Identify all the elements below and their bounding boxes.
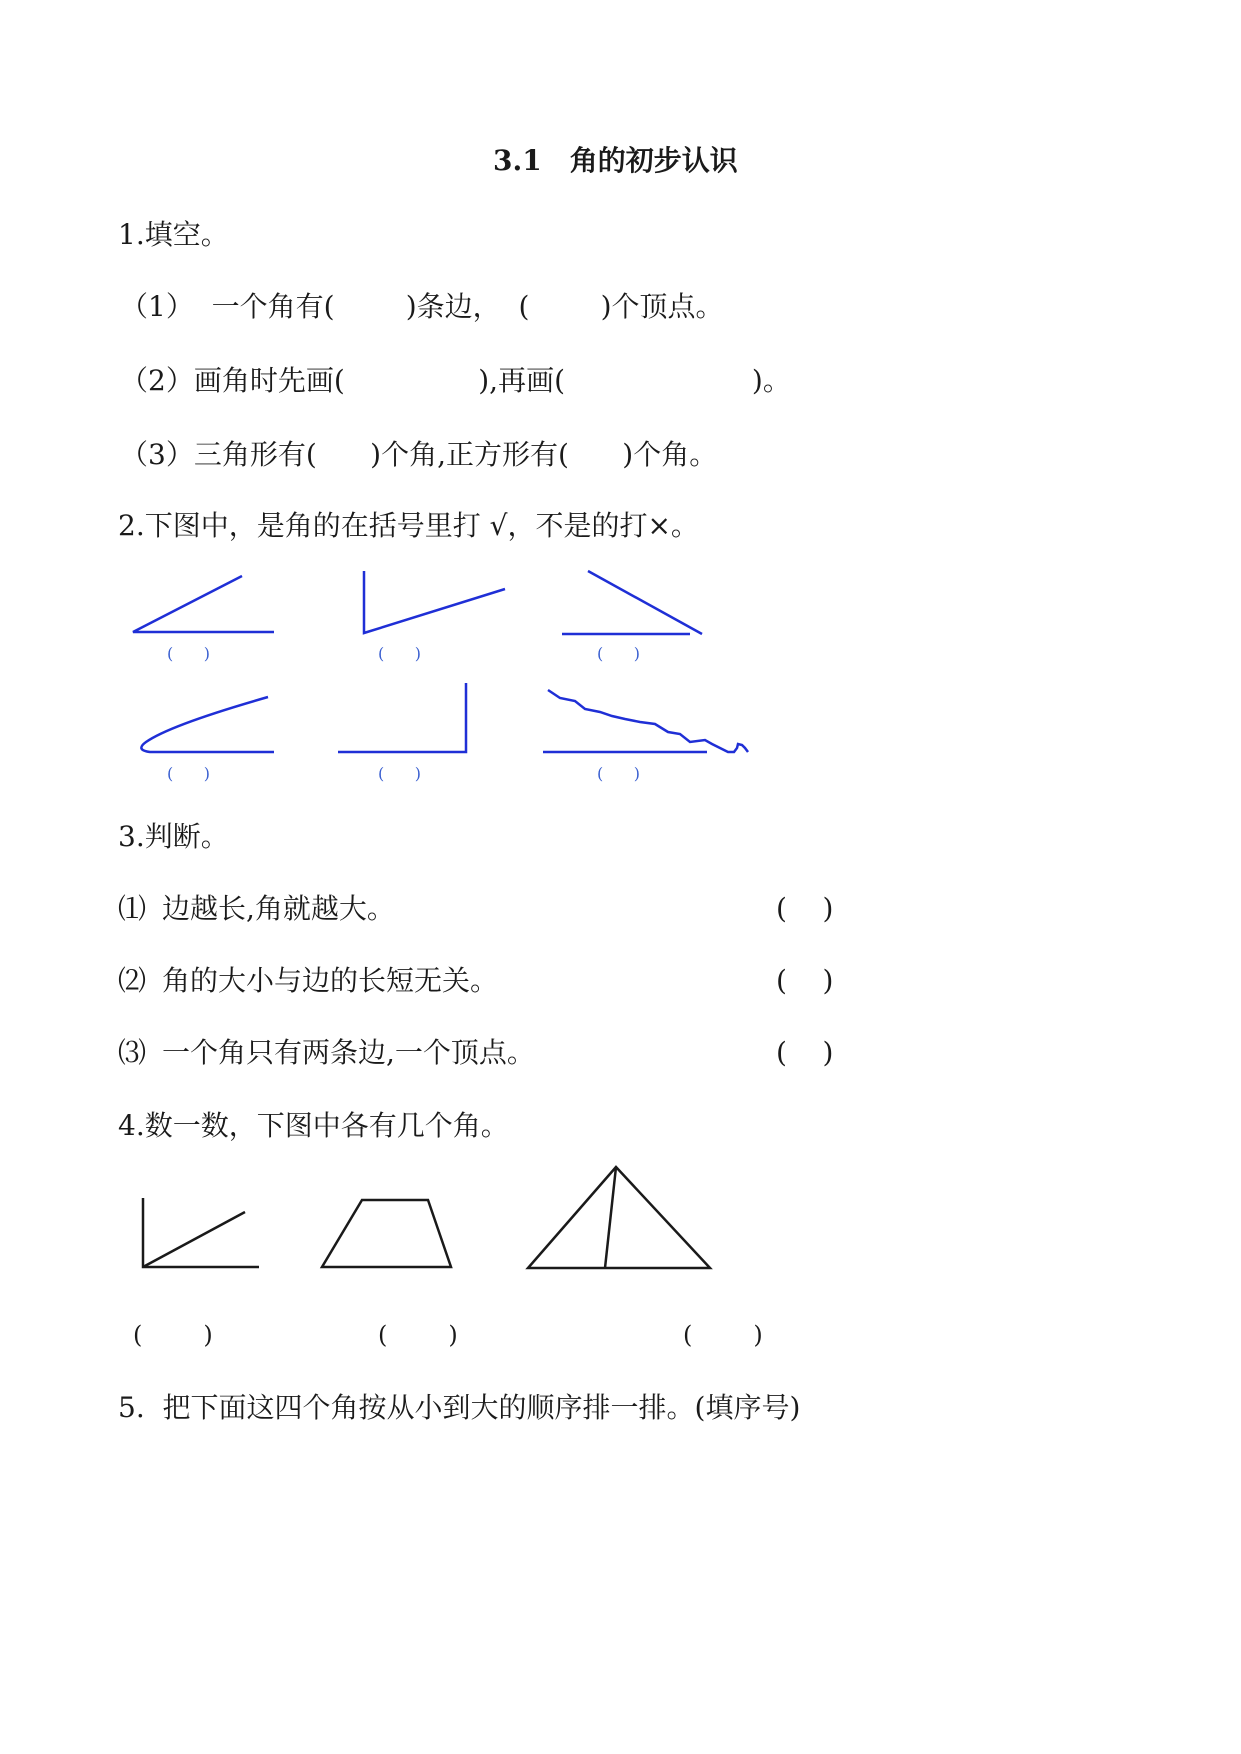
- q3-item-2-num: ⑵: [118, 964, 147, 997]
- q4-heading: 4.数一数，下图中各有几个角。: [118, 1109, 509, 1142]
- q4-answer-paren-2[interactable]: ( ): [378, 1321, 458, 1349]
- q3-item-1-paren[interactable]: ( ): [776, 892, 834, 925]
- q3-item-3-num: ⑶: [118, 1036, 147, 1069]
- q2-answer-paren-1[interactable]: ( ): [167, 644, 210, 663]
- q4-answer-paren-3[interactable]: ( ): [683, 1321, 763, 1349]
- q3-item-3-text: 一个角只有两条边,一个顶点。: [162, 1036, 535, 1069]
- q2-answer-paren-5[interactable]: ( ): [378, 764, 421, 783]
- q1-item-2: （2）画角时先画( ),再画( )。: [120, 364, 791, 397]
- q2-answer-paren-6[interactable]: ( ): [597, 764, 640, 783]
- q4-figure-angles-ray: [143, 1212, 245, 1267]
- q3-item-1-num: ⑴: [118, 892, 147, 925]
- q2-heading: 2.下图中，是角的在括号里打 √，不是的打×。: [118, 509, 699, 542]
- q3-item-2-paren[interactable]: ( ): [776, 964, 834, 997]
- q2-answer-paren-3[interactable]: ( ): [597, 644, 640, 663]
- q2-answer-paren-2[interactable]: ( ): [378, 644, 421, 663]
- q3-item-3-paren[interactable]: ( ): [776, 1036, 834, 1069]
- q5-heading: 5. 把下面这四个角按从小到大的顺序排一排。(填序号): [118, 1391, 801, 1424]
- q4-answer-paren-1[interactable]: ( ): [133, 1321, 213, 1349]
- q1-heading: 1.填空。: [118, 218, 229, 251]
- q4-figure-triangle-divider: [605, 1167, 616, 1268]
- q3-item-2-text: 角的大小与边的长短无关。: [162, 964, 499, 997]
- q1-item-3: （3）三角形有( )个角,正方形有( )个角。: [120, 438, 718, 471]
- q4-figure-triangle: [528, 1167, 710, 1268]
- q3-heading: 3.判断。: [118, 820, 229, 853]
- page-title: 3.1 角的初步认识: [493, 144, 738, 177]
- q4-figure-trapezoid: [322, 1200, 451, 1267]
- q3-item-1-text: 边越长,角就越大。: [162, 892, 395, 925]
- q2-answer-paren-4[interactable]: ( ): [167, 764, 210, 783]
- q1-item-1: （1） 一个角有( )条边， ( )个顶点。: [120, 290, 724, 323]
